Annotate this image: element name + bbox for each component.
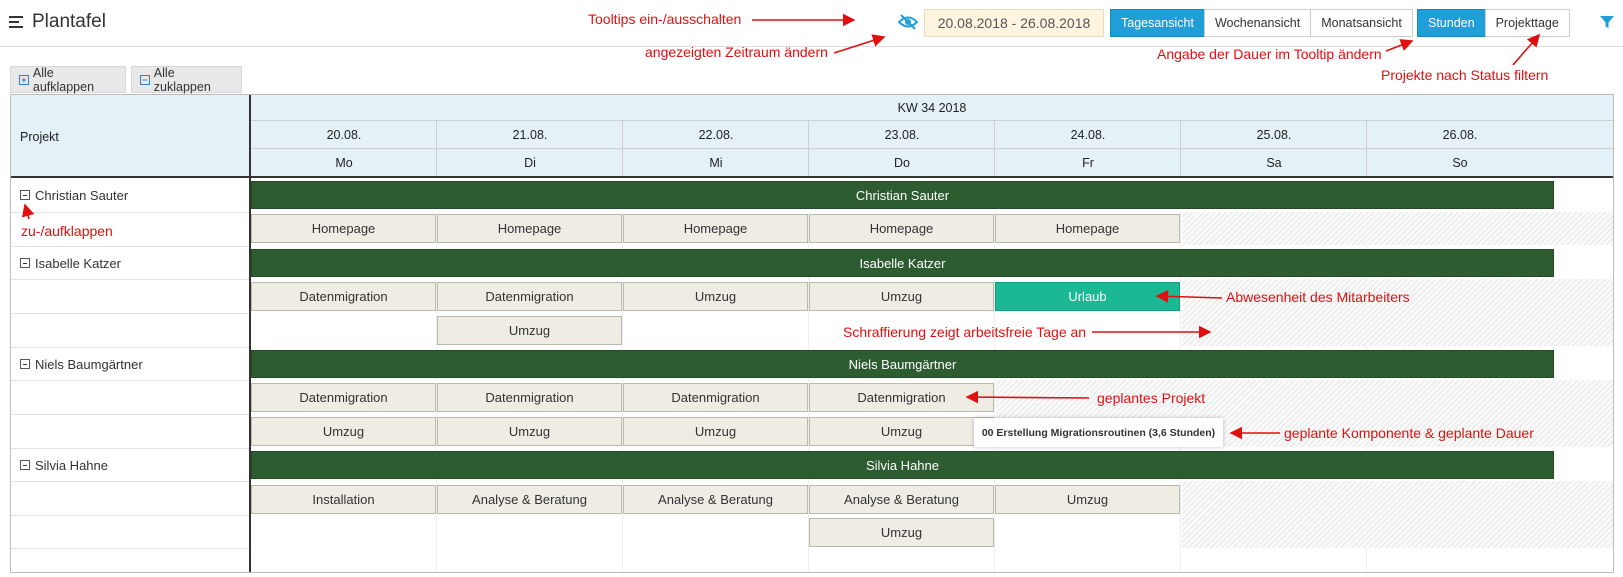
- task-block[interactable]: Installation: [251, 485, 436, 514]
- row-line: [11, 212, 249, 213]
- task-block[interactable]: Homepage: [623, 214, 808, 243]
- annotation-dauer: Angabe der Dauer im Tooltip ändern: [1157, 46, 1382, 62]
- annotation-filter: Projekte nach Status filtern: [1381, 67, 1549, 83]
- employee-row-niels: Niels Baumgärtner: [20, 347, 143, 381]
- employee-row-silvia: Silvia Hahne: [20, 448, 108, 482]
- task-block[interactable]: Analyse & Beratung: [623, 485, 808, 514]
- weekday-header: Di: [524, 155, 536, 170]
- annotation-zeitraum: angezeigten Zeitraum ändern: [645, 44, 828, 60]
- task-block[interactable]: Umzug: [623, 417, 808, 446]
- task-block[interactable]: Umzug: [809, 282, 994, 311]
- employee-bar[interactable]: Isabelle Katzer: [251, 249, 1554, 277]
- date-header: 23.08.: [884, 127, 920, 142]
- unit-button-group: [1418, 9, 1570, 37]
- project-days-button[interactable]: Projekttage: [1485, 9, 1570, 37]
- date-header: 24.08.: [1070, 127, 1106, 142]
- header-column-line: [994, 121, 995, 176]
- weekend-hatch: [1182, 212, 1613, 245]
- task-block[interactable]: Datenmigration: [437, 383, 622, 412]
- weekend-hatch: [1182, 481, 1613, 548]
- weekday-header: Mi: [709, 155, 723, 170]
- collapse-toggle-icon[interactable]: [20, 359, 30, 369]
- task-block[interactable]: Homepage: [995, 214, 1180, 243]
- collapse-toggle-icon[interactable]: [20, 190, 30, 200]
- task-block[interactable]: Datenmigration: [251, 383, 436, 412]
- annotation-komponente: geplante Komponente & geplante Dauer: [1284, 425, 1534, 441]
- month-view-button[interactable]: Monatsansicht: [1310, 9, 1413, 37]
- row-line: [11, 448, 249, 449]
- task-block[interactable]: Umzug: [809, 518, 994, 547]
- header-column-line: [808, 121, 809, 176]
- task-block[interactable]: Umzug: [995, 485, 1180, 514]
- task-block[interactable]: Analyse & Beratung: [809, 485, 994, 514]
- row-line: [11, 347, 249, 348]
- collapse-toggle-icon[interactable]: [20, 258, 30, 268]
- annotation-schraffierung: Schraffierung zeigt arbeitsfreie Tage an: [843, 324, 1087, 340]
- task-block[interactable]: Datenmigration: [623, 383, 808, 412]
- weekday-header: Mo: [335, 155, 353, 170]
- week-view-button[interactable]: Wochenansicht: [1204, 9, 1311, 37]
- weekday-header: Sa: [1266, 155, 1282, 170]
- date-header: 22.08.: [698, 127, 734, 142]
- expand-all-button[interactable]: + Alle aufklappen: [10, 66, 126, 93]
- task-block[interactable]: Homepage: [437, 214, 622, 243]
- row-line: [11, 481, 249, 482]
- component-tooltip: 00 Erstellung Migrationsroutinen (3,6 Stunden): [974, 418, 1223, 447]
- weekday-header: Fr: [1082, 155, 1094, 170]
- task-block[interactable]: Umzug: [623, 282, 808, 311]
- day-view-button[interactable]: Tagesansicht: [1110, 9, 1205, 37]
- employee-row-isabelle: Isabelle Katzer: [20, 246, 121, 280]
- annotation-tooltips: Tooltips ein-/ausschalten: [588, 11, 742, 27]
- annotation-projekt: geplantes Projekt: [1097, 390, 1206, 406]
- row-line: [11, 515, 249, 516]
- task-block[interactable]: Umzug: [809, 417, 994, 446]
- task-block[interactable]: Homepage: [251, 214, 436, 243]
- task-block[interactable]: Datenmigration: [251, 282, 436, 311]
- employee-bar[interactable]: Niels Baumgärtner: [251, 350, 1554, 378]
- project-column-header: Projekt: [20, 129, 59, 144]
- plus-icon: +: [19, 75, 29, 85]
- header-column-line: [1366, 121, 1367, 176]
- row-line: [11, 279, 249, 280]
- employee-bar[interactable]: Christian Sauter: [251, 181, 1554, 209]
- task-block[interactable]: Homepage: [809, 214, 994, 243]
- annotation-abwesenheit: Abwesenheit des Mitarbeiters: [1226, 289, 1410, 305]
- weekday-header: So: [1452, 155, 1468, 170]
- collapse-all-button[interactable]: − Alle zuklappen: [131, 66, 242, 93]
- employee-bar[interactable]: Silvia Hahne: [251, 451, 1554, 479]
- row-line: [11, 380, 249, 381]
- weekday-header: Do: [894, 155, 910, 170]
- eye-slash-icon[interactable]: [898, 13, 918, 31]
- row-line: [11, 548, 249, 549]
- page-title: Plantafel: [32, 11, 106, 32]
- annotation-toggle: zu-/aufklappen: [21, 223, 113, 239]
- task-block[interactable]: Umzug: [437, 417, 622, 446]
- date-header: 21.08.: [512, 127, 548, 142]
- employee-row-christian: Christian Sauter: [20, 178, 128, 212]
- filter-icon[interactable]: [1599, 14, 1615, 30]
- header-column-line: [1180, 121, 1181, 176]
- task-block[interactable]: Umzug: [437, 316, 622, 345]
- hours-button[interactable]: Stunden: [1417, 9, 1486, 37]
- task-block[interactable]: Datenmigration: [437, 282, 622, 311]
- task-block[interactable]: Umzug: [251, 417, 436, 446]
- row-line: [11, 246, 249, 247]
- list-icon: [9, 16, 25, 30]
- date-header: 26.08.: [1442, 127, 1478, 142]
- row-line: [11, 414, 249, 415]
- absence-block[interactable]: Urlaub: [995, 282, 1180, 311]
- task-block[interactable]: Datenmigration: [809, 383, 994, 412]
- collapse-toggle-icon[interactable]: [20, 460, 30, 470]
- header-column-line: [622, 121, 623, 176]
- week-header: KW 34 2018: [897, 100, 967, 115]
- date-header: 25.08.: [1256, 127, 1292, 142]
- header-column-line: [436, 121, 437, 176]
- arrow-filter: [1513, 35, 1539, 65]
- date-header: 20.08.: [326, 127, 362, 142]
- view-button-group: [1111, 9, 1413, 37]
- row-line: [11, 313, 249, 314]
- arrow-zeitraum: [834, 37, 884, 53]
- task-block[interactable]: Analyse & Beratung: [437, 485, 622, 514]
- date-range-field[interactable]: 20.08.2018 - 26.08.2018: [924, 9, 1104, 37]
- header-bottom-border: [11, 176, 1613, 178]
- minus-icon: −: [140, 75, 150, 85]
